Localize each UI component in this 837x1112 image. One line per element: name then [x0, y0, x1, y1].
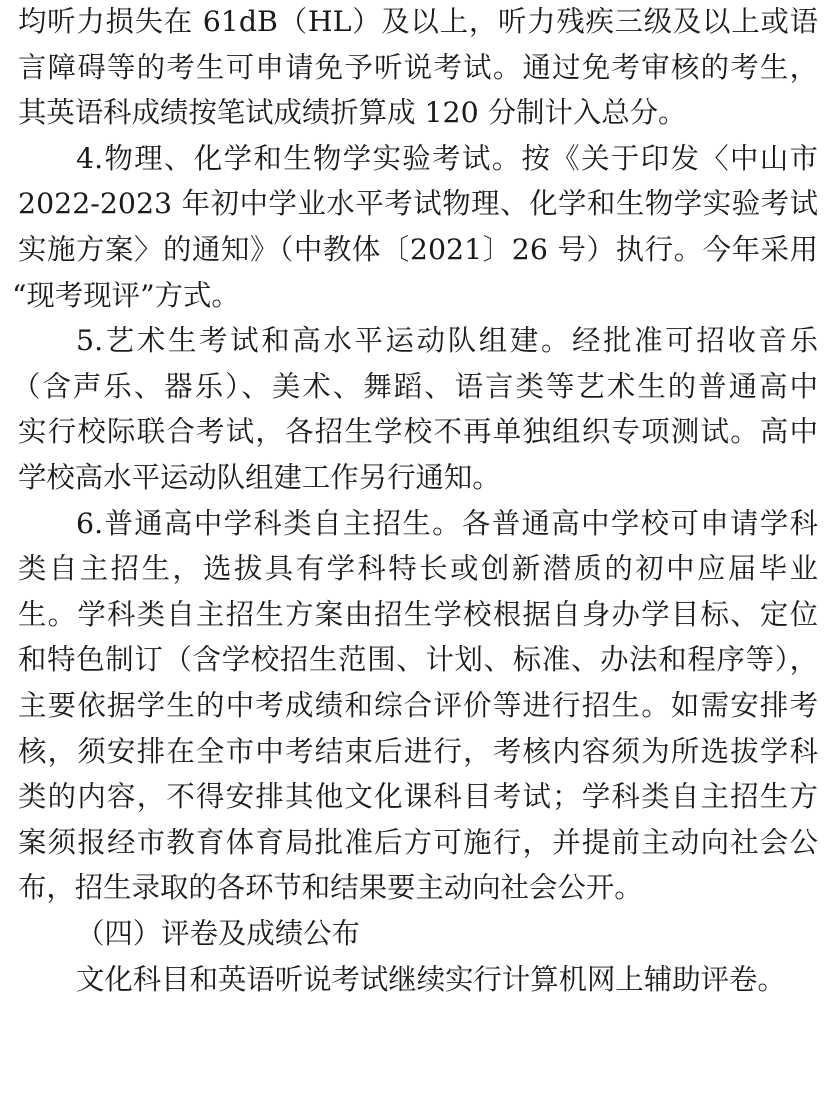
text-line: 6.普通高中学科类自主招生。各普通高中学校可申请学科	[76, 506, 818, 540]
text-line: 和特色制订（含学校招生范围、计划、标准、办法和程序等），	[18, 643, 818, 677]
text-line: 核，须安排在全市中考结束后进行，考核内容须为所选拔学科	[18, 734, 818, 768]
text-line: 其英语科成绩按笔试成绩折算成 120 分制计入总分。	[18, 96, 687, 130]
text-line: 案须报经市教育体育局批准后方可施行，并提前主动向社会公	[18, 825, 818, 859]
text-line: 类的内容，不得安排其他文化课科目考试；学科类自主招生方	[18, 780, 818, 814]
text-line: （含声乐、器乐）、美术、舞蹈、语言类等艺术生的普通高中	[12, 369, 818, 403]
text-line: 文化科目和英语听说考试继续实行计算机网上辅助评卷。	[76, 962, 786, 996]
text-line: 2022-2023 年初中学业水平考试物理、化学和生物学实验考试	[18, 187, 818, 221]
text-line: 类自主招生，选拔具有学科特长或创新潜质的初中应届毕业	[18, 552, 818, 586]
text-line: 5.艺术生考试和高水平运动队组建。经批准可招收音乐	[76, 324, 818, 358]
text-line: “现考现评”方式。	[12, 278, 240, 312]
text-line: 言障碍等的考生可申请免予听说考试。通过免考审核的考生，	[18, 50, 818, 84]
text-line: 学校高水平运动队组建工作另行通知。	[18, 461, 501, 494]
text-line: 4.物理、化学和生物学实验考试。按《关于印发〈中山市	[76, 141, 818, 175]
section-heading: （四）评卷及成绩公布	[76, 917, 360, 950]
text-line: 实施方案〉的通知》（中教体〔2021〕26 号）执行。今年采用	[18, 233, 818, 266]
text-line: 均听力损失在 61dB（HL）及以上，听力残疾三级及以上或语	[18, 5, 818, 38]
text-line: 生。学科类自主招生方案由招生学校根据自身办学目标、定位	[18, 597, 818, 631]
text-line: 主要依据学生的中考成绩和综合评价等进行招生。如需安排考	[18, 689, 818, 722]
text-line: 实行校际联合考试，各招生学校不再单独组织专项测试。高中	[18, 415, 818, 449]
text-line: 布，招生录取的各环节和结果要主动向社会公开。	[18, 871, 643, 905]
